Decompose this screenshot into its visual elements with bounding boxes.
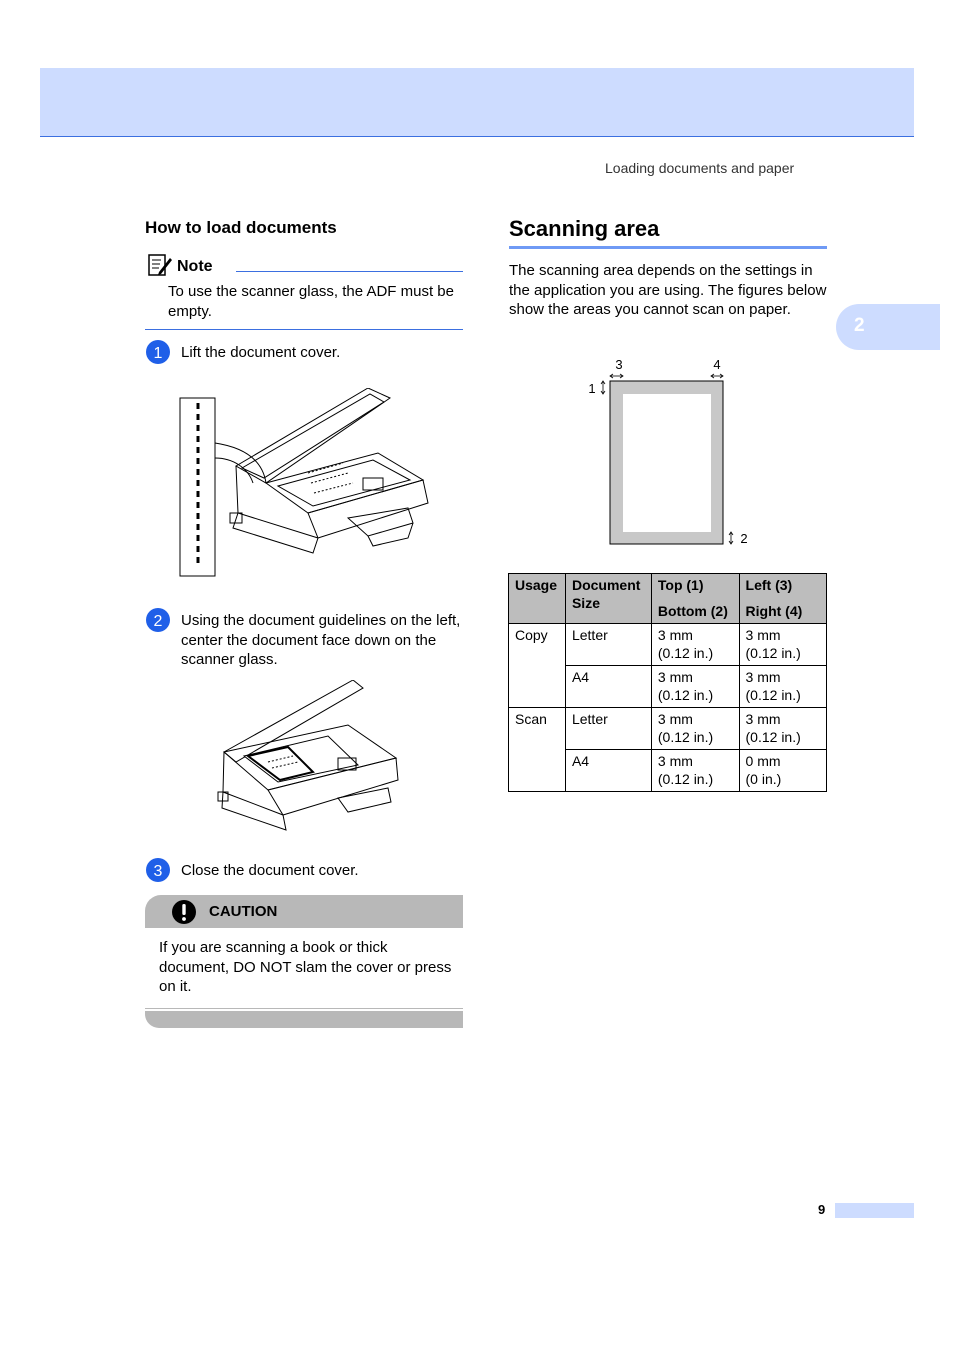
scannable-area [623, 394, 711, 532]
section-title: How to load documents [145, 218, 337, 237]
cell-left-right: 3 mm (0.12 in.) [739, 666, 826, 708]
step-2-text: Using the document guidelines on the left, center the document face down on the scanner glass. [181, 612, 461, 668]
cell-size: Letter [565, 708, 651, 750]
step-3-number: 3 [153, 863, 163, 880]
caution-text: If you are scanning a book or thick document, DO NOT slam the cover or press on it. [159, 939, 452, 995]
heading-rule [509, 246, 827, 249]
chapter-tab [836, 304, 940, 350]
scanning-area-diagram [584, 352, 754, 552]
step-1-badge [146, 340, 170, 364]
cell-top-bottom: 3 mm (0.12 in.) [651, 624, 739, 666]
caution-label: CAUTION [209, 903, 278, 920]
table-row [509, 624, 827, 666]
note-pencil-icon [147, 252, 173, 278]
chapter-number: 2 [854, 315, 865, 336]
place-document-illustration [208, 680, 402, 842]
cell-top-bottom: 3 mm (0.12 in.) [651, 666, 739, 708]
step-2-number: 2 [153, 613, 163, 630]
step-1-number: 1 [153, 345, 163, 362]
exclamation-icon [172, 900, 196, 924]
running-head: Loading documents and paper [605, 160, 795, 176]
cell-size: A4 [565, 750, 651, 792]
table-header-row [509, 574, 827, 624]
caution-footer [145, 1011, 463, 1028]
cell-left-right: 3 mm (0.12 in.) [739, 624, 826, 666]
cell-left-right: 3 mm (0.12 in.) [739, 708, 826, 750]
note-label: Note [177, 258, 213, 275]
cell-usage: Scan [509, 708, 566, 792]
page-number: 9 [818, 1202, 826, 1217]
step-3-badge [146, 858, 170, 882]
cell-size: A4 [565, 666, 651, 708]
label-1: 1 [588, 381, 596, 396]
header-usage: Usage [509, 574, 566, 624]
note-rule [236, 271, 463, 272]
cell-left-right: 0 mm (0 in.) [739, 750, 826, 792]
step-3-text: Close the document cover. [181, 862, 359, 879]
caution-foot-line [145, 1008, 463, 1009]
note-bottom-rule [145, 329, 463, 330]
header-document-size: Document Size [565, 574, 651, 624]
cell-usage: Copy [509, 624, 566, 708]
cell-top-bottom: 3 mm (0.12 in.) [651, 708, 739, 750]
lift-cover-illustration [178, 388, 432, 578]
step-1-text: Lift the document cover. [181, 344, 341, 361]
label-4: 4 [713, 357, 721, 372]
scanning-area-heading: Scanning area [509, 216, 660, 241]
scanning-area-table [508, 573, 827, 792]
table-row [509, 708, 827, 750]
label-2: 2 [740, 531, 748, 546]
label-3: 3 [615, 357, 623, 372]
cell-top-bottom: 3 mm (0.12 in.) [651, 750, 739, 792]
caution-header [145, 895, 463, 928]
scanning-area-paragraph: The scanning area depends on the settings in the application you are using. The figures below show the areas you cannot scan on paper. [509, 262, 827, 318]
cell-size: Letter [565, 624, 651, 666]
header-top-bottom: Top (1) Bottom (2) [651, 574, 739, 624]
header-left-right: Left (3) Right (4) [739, 574, 826, 624]
header-band [40, 68, 914, 137]
note-text: To use the scanner glass, the ADF must be empty. [168, 283, 454, 320]
step-2-badge [146, 608, 170, 632]
page-number-bar [835, 1203, 914, 1218]
